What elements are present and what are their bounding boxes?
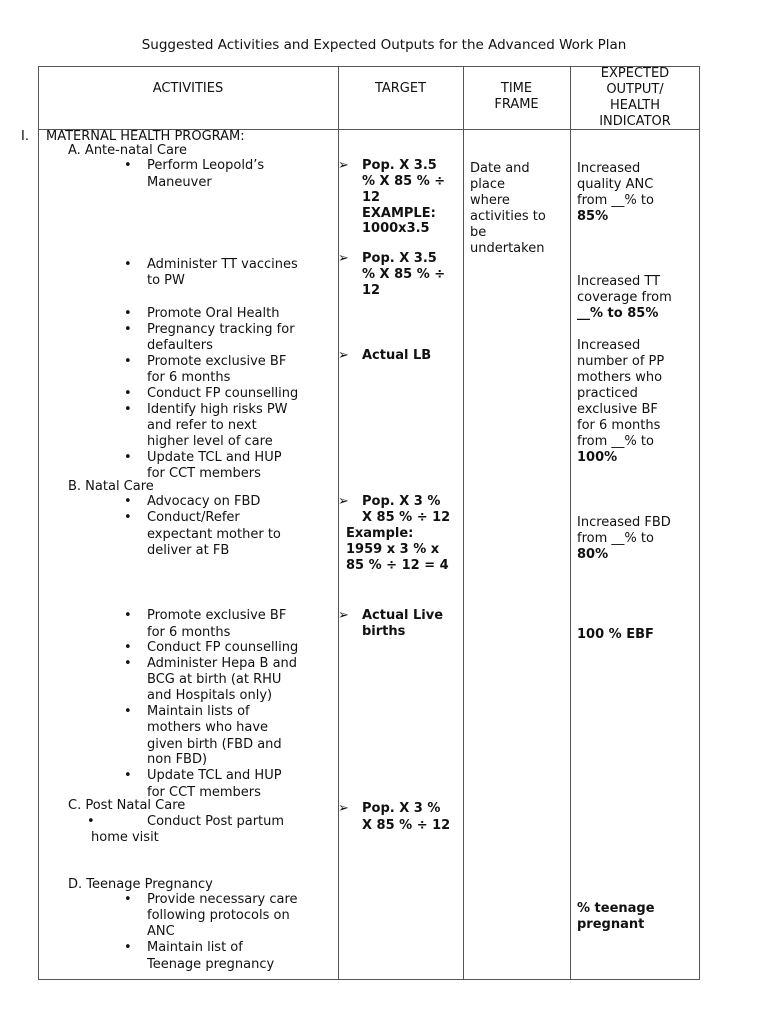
bullet: • [124, 608, 132, 623]
column-divider [338, 66, 339, 980]
bullet: • [124, 640, 132, 655]
bullet: • [124, 768, 132, 783]
subsection-teenage-pregnancy: D. Teenage Pregnancy [68, 877, 213, 892]
bullet: • [87, 814, 95, 829]
section-number: I. [21, 129, 29, 144]
bullet: • [124, 892, 132, 907]
subsection-ante-natal: A. Ante-natal Care [68, 143, 187, 158]
bullet: • [124, 656, 132, 671]
arrow-bullet-icon: ➢ [338, 158, 349, 173]
column-divider [463, 66, 464, 980]
bullet: • [124, 450, 132, 465]
bullet: • [124, 386, 132, 401]
bullet: • [124, 402, 132, 417]
bullet: • [124, 257, 132, 272]
bullet: • [124, 704, 132, 719]
header-activities: ACTIVITIES [152, 81, 224, 96]
bullet: • [124, 322, 132, 337]
bullet: • [124, 510, 132, 525]
arrow-bullet-icon: ➢ [338, 251, 349, 266]
bullet: • [124, 940, 132, 955]
subsection-post-natal: C. Post Natal Care [68, 798, 186, 813]
arrow-bullet-icon: ➢ [338, 348, 349, 363]
section-title: MATERNAL HEALTH PROGRAM: [46, 129, 245, 144]
bullet: • [124, 158, 132, 173]
document-title: Suggested Activities and Expected Outputs for the Advanced Work Plan [141, 37, 627, 53]
column-divider [570, 66, 571, 980]
subsection-natal: B. Natal Care [68, 479, 154, 494]
header-expected-output: EXPECTED OUTPUT/ HEALTH INDICATOR [599, 66, 671, 129]
bullet: • [124, 354, 132, 369]
bullet: • [124, 494, 132, 509]
arrow-bullet-icon: ➢ [338, 608, 349, 623]
bullet: • [124, 306, 132, 321]
header-target: TARGET [374, 81, 427, 96]
arrow-bullet-icon: ➢ [338, 494, 349, 509]
arrow-bullet-icon: ➢ [338, 801, 349, 816]
header-time-frame: TIME FRAME [494, 81, 539, 112]
